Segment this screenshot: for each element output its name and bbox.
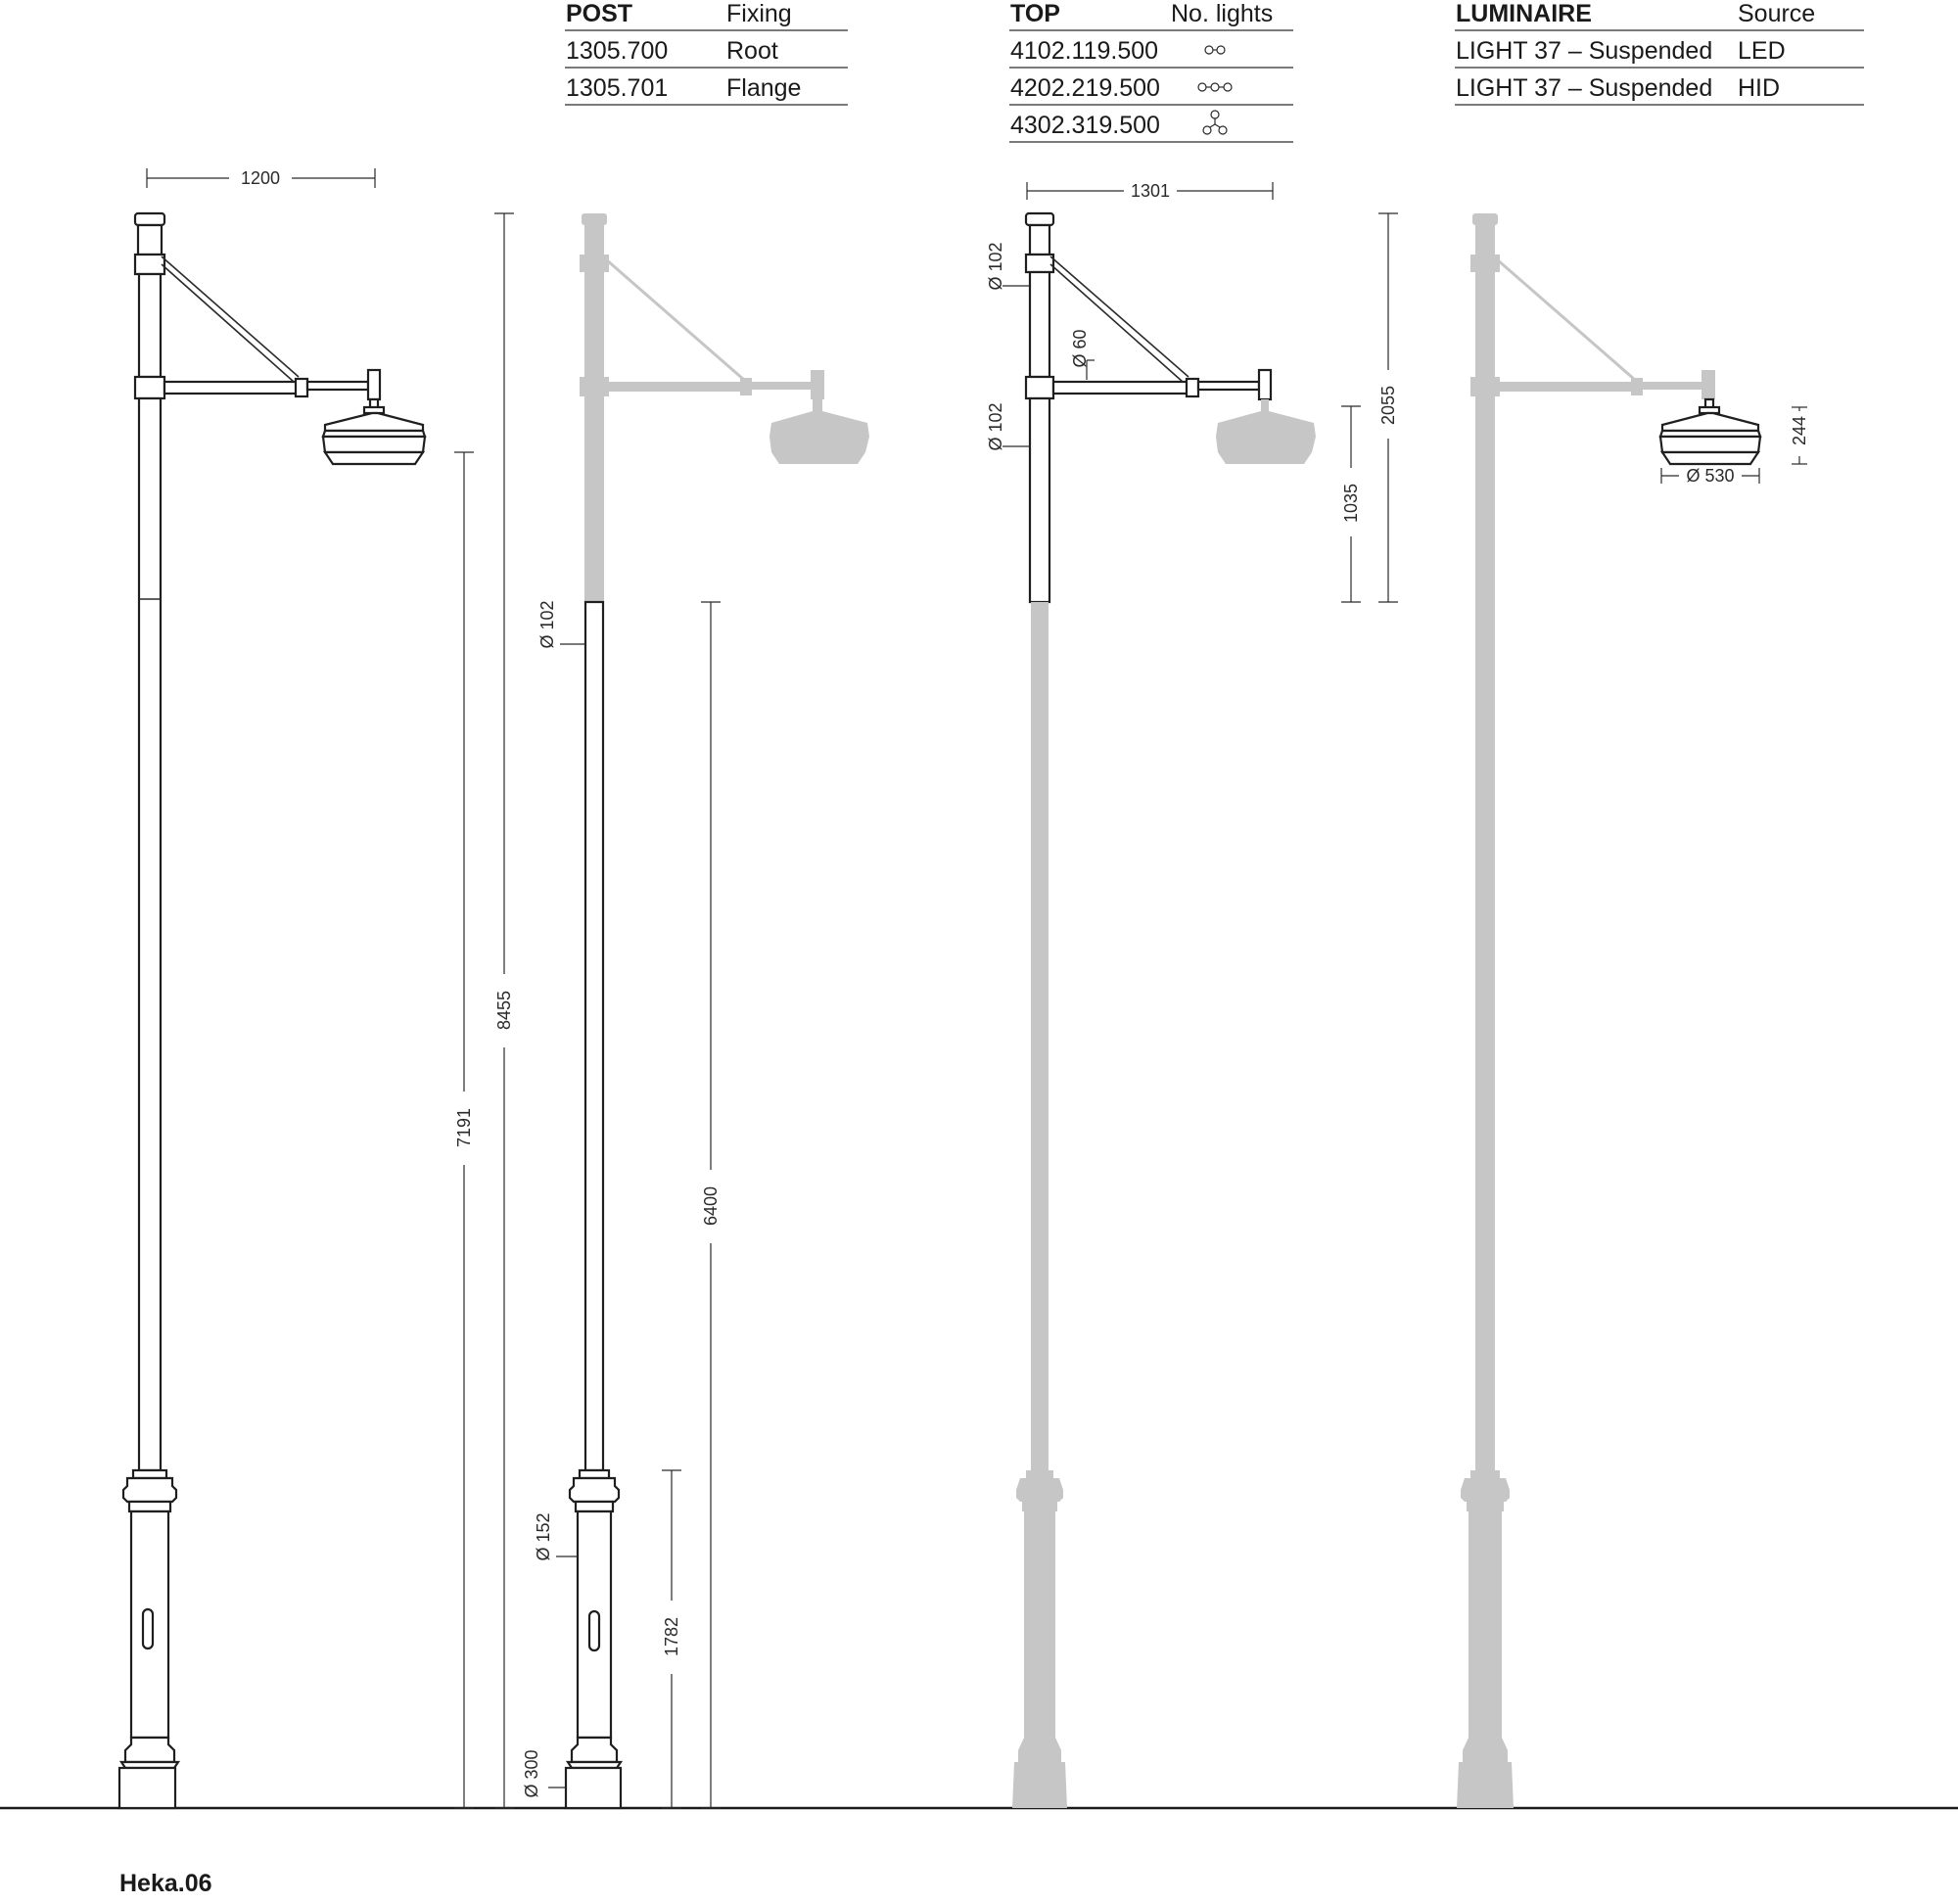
luminaire-row-name: LIGHT 37 – Suspended [1456, 74, 1713, 102]
post-table-header: POST [566, 0, 633, 27]
two-lights-icon [1205, 46, 1225, 54]
top-height-label: 2055 [1378, 385, 1398, 426]
luminaire-diameter-label: Ø 530 [1686, 466, 1735, 486]
luminaire-row-source: LED [1738, 37, 1786, 65]
post-row-fixing: Root [726, 37, 778, 65]
lamp-post-luminaire-only [1457, 213, 1760, 1808]
base-height-label: 1782 [662, 1616, 681, 1657]
luminaire-table-header: LUMINAIRE [1456, 0, 1592, 27]
lamp-post-post-only [566, 213, 869, 1808]
top-lower-height-label: 1035 [1341, 483, 1361, 524]
top-row-code: 4302.319.500 [1010, 112, 1160, 139]
luminaire-table-header-source: Source [1738, 0, 1816, 27]
post-diameter-label: Ø 102 [537, 600, 557, 649]
three-lights-triangle-icon [1203, 111, 1227, 134]
luminaire-height-label: 244 [1790, 415, 1809, 446]
arm-width-label: 1200 [240, 168, 281, 188]
top-diameter-lower-label: Ø 102 [986, 402, 1005, 451]
base-mid-diameter-label: Ø 152 [534, 1512, 553, 1561]
top-row-code: 4102.119.500 [1010, 37, 1159, 65]
lamp-post-top-only [1012, 213, 1316, 1808]
post-table [565, 0, 848, 105]
top-diameter-upper-label: Ø 102 [986, 242, 1005, 291]
arm-diameter-label: Ø 60 [1070, 329, 1090, 368]
top-row-code: 4202.219.500 [1010, 74, 1160, 102]
post-row-code: 1305.700 [566, 37, 669, 65]
base-diameter-label: Ø 300 [522, 1749, 541, 1798]
dimensions-pole-1 [147, 168, 514, 1808]
post-table-header-fixing: Fixing [726, 0, 792, 27]
post-height-label: 6400 [701, 1185, 721, 1227]
top-table-header-lights: No. lights [1171, 0, 1274, 27]
model-title: Heka.06 [119, 1870, 212, 1897]
total-height-label: 8455 [494, 990, 514, 1031]
luminaire-table [1455, 0, 1864, 105]
top-arm-width-label: 1301 [1130, 181, 1171, 201]
three-lights-inline-icon [1198, 83, 1232, 91]
top-table [1009, 0, 1293, 142]
luminaire-row-name: LIGHT 37 – Suspended [1456, 37, 1713, 65]
dimensions-pole-2 [522, 600, 721, 1808]
light-height-label: 7191 [454, 1107, 474, 1148]
post-row-code: 1305.701 [566, 74, 669, 102]
luminaire-row-source: HID [1738, 74, 1781, 102]
post-row-fixing: Flange [726, 74, 802, 102]
lamp-post-full [119, 213, 425, 1808]
top-table-header: TOP [1010, 0, 1060, 27]
